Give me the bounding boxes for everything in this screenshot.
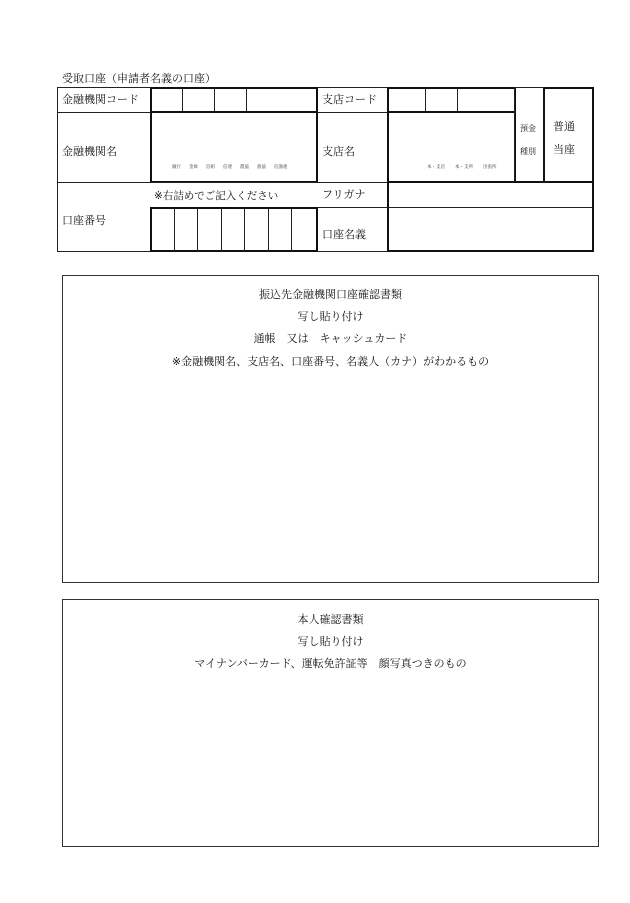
id-doc-types: マイナンバーカード、運転免許証等 顔写真つきのもの [194, 657, 467, 670]
bank-doc-note: ※金融機関名、支店名、口座番号、名義人（カナ）がわかるもの [171, 355, 490, 368]
account-number-box[interactable] [150, 207, 318, 252]
institution-type-gyokyo[interactable]: 漁協 [257, 165, 266, 170]
branch-code-box[interactable] [387, 87, 516, 113]
institution-type-shinkin[interactable]: 金庫 [189, 165, 198, 170]
branch-type-list [427, 164, 517, 172]
institution-type-shinkumi[interactable]: 信組 [206, 165, 215, 170]
branch-name-box[interactable] [387, 111, 516, 183]
institution-type-shinren[interactable]: 信連 [223, 165, 232, 170]
deposit-type-ordinary[interactable]: 普通 [553, 120, 575, 133]
bank-document-paste-area[interactable] [62, 275, 599, 583]
institution-type-bank[interactable]: 銀行 [172, 165, 181, 170]
institution-type-list [172, 164, 312, 172]
account-number-label: 口座番号 [62, 214, 106, 227]
bank-doc-paste-instruction: 写し貼り付け [297, 310, 364, 323]
bank-doc-types: 通帳 又は キャッシュカード [253, 332, 408, 345]
account-holder-label: 口座名義 [322, 228, 366, 241]
bank-doc-title: 振込先金融機関口座確認書類 [259, 288, 402, 301]
id-doc-paste-instruction: 写し貼り付け [297, 635, 364, 648]
branch-type-honshisho[interactable]: 本・支所 [455, 165, 473, 170]
institution-type-nokyo[interactable]: 農協 [240, 165, 249, 170]
section-heading: 受取口座（申請者名義の口座） [62, 72, 216, 85]
branch-type-honshiten[interactable]: 本・支店 [427, 165, 445, 170]
furigana-label: フリガナ [322, 188, 366, 201]
branch-name-label: 支店名 [322, 145, 355, 158]
fill-right-note: ※右詰めでご記入ください [154, 190, 279, 202]
deposit-type-label-1: 預金 [520, 124, 536, 133]
account-holder-box[interactable] [387, 181, 594, 252]
id-document-paste-area[interactable] [62, 599, 599, 847]
deposit-type-current[interactable]: 当座 [553, 143, 575, 156]
bank-code-label: 金融機関コード [62, 93, 139, 106]
bank-name-label: 金融機関名 [62, 145, 117, 158]
account-form-table [57, 87, 594, 252]
bank-name-box[interactable] [150, 111, 318, 183]
branch-type-shutchojo[interactable]: 出張所 [483, 165, 497, 170]
bank-code-box[interactable] [150, 87, 318, 113]
deposit-type-label-2: 種別 [520, 147, 536, 156]
id-doc-title: 本人確認書類 [297, 613, 364, 626]
branch-code-label: 支店コード [322, 93, 377, 106]
institution-type-shingyoren[interactable]: 信漁連 [274, 165, 288, 170]
deposit-type-choice-box[interactable] [543, 87, 594, 183]
